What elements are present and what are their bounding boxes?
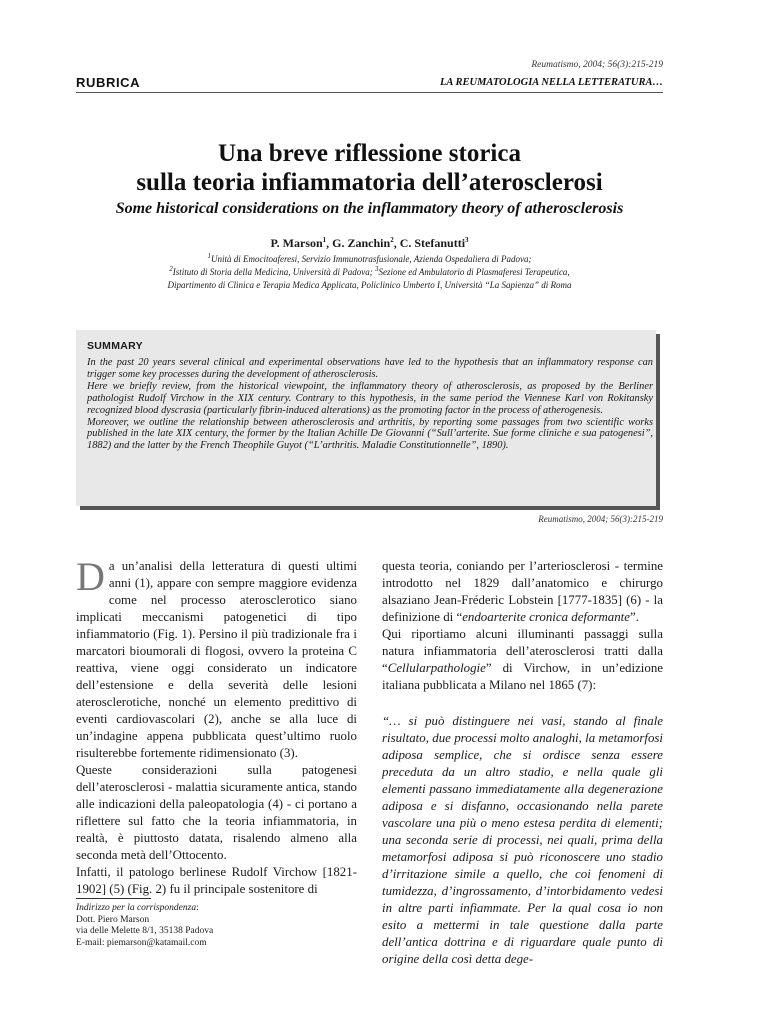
header-divider bbox=[76, 92, 663, 93]
author-1: P. Marson bbox=[270, 236, 323, 250]
title-line-1: Una breve riflessione storica bbox=[218, 140, 521, 167]
title-line-2: sulla teoria infiammatoria dell’aterosclerosi bbox=[136, 169, 603, 196]
english-title: Some historical considerations on the inflammatory theory of atherosclerosis bbox=[115, 200, 624, 217]
aff-sup-1: 1 bbox=[207, 252, 212, 260]
summary-paragraph-1: In the past 20 years several clinical and experimental observations have led to the hypothesis that an inflammatory response can trigger some key processes during the development of atherosclerosis. bbox=[87, 357, 653, 380]
p4-text-a: questa teoria, coniando per l’arteriosclerosi - termine introdotto nel 1829 dall’anatomico e chirurgo alsaziano Jean-Fréderic Lobstein [1777-1835] (6) - la definizione di “ bbox=[382, 559, 663, 624]
body-column-right bbox=[382, 558, 663, 968]
summary-paragraph-2: Here we briefly review, from the historical viewpoint, the inflammatory theory of atherosclerosis, as proposed by the Berliner pathologist Rudolf Virchow in the XIX century. Contrary to this hypothesis, in the same period the Viennese Karl von Rokitansky recognized blood dyscrasia (particularly fibrin-induced alterations) as the promoting factor in the process of atherogenesis. bbox=[87, 380, 653, 416]
author-sep: , bbox=[393, 236, 400, 250]
body-paragraph-4 bbox=[382, 558, 663, 626]
body-paragraph-1 bbox=[76, 554, 357, 762]
aff-sup-3: 3 bbox=[375, 265, 379, 273]
aff-sup-2: 2 bbox=[169, 265, 173, 273]
body-column-left bbox=[76, 554, 357, 898]
affiliation-line-1 bbox=[76, 253, 663, 265]
journal-citation-bottom: Reumatismo, 2004; 56(3):215-219 bbox=[538, 514, 663, 524]
aff-text-1: Unità di Emocitoaferesi, Servizio Immunotrasfusionale, Azienda Ospedaliera di Padova; bbox=[211, 254, 532, 264]
footnote-name: Dott. Piero Marson bbox=[76, 914, 150, 925]
author-3-sup: 3 bbox=[465, 236, 469, 244]
affiliation-line-3: Dipartimento di Clinica e Terapia Medica Applicata, Policlinico Umberto I, Università “La Sapienza” di Roma bbox=[167, 280, 572, 290]
author-3: C. Stefanutti bbox=[399, 236, 466, 250]
footnote-email: E-mail: piemarson@katamail.com bbox=[76, 937, 207, 948]
p4-text-b: ”. bbox=[629, 610, 639, 624]
aff-text-2b: Sezione ed Ambulatorio di Plasmaferesi Terapeutica, bbox=[378, 267, 570, 277]
body-paragraph-5 bbox=[382, 626, 663, 694]
summary-heading: SUMMARY bbox=[87, 340, 143, 352]
footnote-address: via delle Melette 8/1, 35138 Padova bbox=[76, 926, 214, 936]
summary-paragraph-3: Moreover, we outline the relationship between atherosclerosis and arthritis, by reporting some passages from two scientific works published in the late XIX century, the former by the Italian Achille De Giovanni (“Sull’arterite. Sue forme cliniche e sua patogenesi”, 1882) and the latter by the French Theophile Guyot (“L’arthritis. Maladie Constitutionnelle”, 1890). bbox=[87, 416, 653, 452]
footnote-label: Indirizzo per la corrispondenza bbox=[76, 903, 197, 913]
body-paragraph-1-text: a un’analisi della letteratura di questi ultimi anni (1), appare con sempre maggiore evidenza come nel processo aterosclerotico siano implicati meccanismi patogenetici di tipo infiammatorio (Fig. 1). Persino il più tradizionale fra i marcatori bioumorali di flogosi, ovvero la proteina C reattiva, viene oggi considerato un indicatore dell’estensione e della severità delle lesioni aterosclerotiche, nonché un elemento predittivo di eventi cardiovascolari (2), anche se alla luce di un’indagine appena pubblicata quest’ultimo ruolo risulterebbe fortemente ridimensionato (3). bbox=[76, 559, 357, 760]
author-2: G. Zanchin bbox=[332, 236, 391, 250]
author-sep: , bbox=[326, 236, 333, 250]
section-name: LA REUMATOLOGIA NELLA LETTERATURA… bbox=[440, 77, 663, 88]
footnote-label-line bbox=[76, 903, 213, 915]
footnote-colon: : bbox=[196, 903, 199, 913]
aff-text-2a: Istituto di Storia della Medicina, Università di Padova; bbox=[172, 267, 373, 277]
body-paragraph-3: Infatti, il patologo berlinese Rudolf Virchow [1821-1902] (5) (Fig. 2) fu il principale sostenitore di bbox=[76, 865, 357, 896]
rubric-label: RUBRICA bbox=[76, 75, 141, 90]
drop-cap: D bbox=[76, 554, 105, 599]
affiliation-line-2 bbox=[76, 266, 663, 278]
virchow-quote: “… si può distinguere nei vasi, stando al finale risultato, due processi molto analoghi, la metamorfosi adiposa semplice, che si ordisce senza essere preceduta da un altro stadio, e nella quale gli elementi passano immediatamente alla degenerazione adiposa e si disfanno, occasionando nella parete vascolare una più o meno estesa perdita di elementi; una seconda serie di processi, nei quali, prima della metamorfosi adiposa si può riconoscere uno stadio d’irritazione simile a quello, che coi fenomeni di tumidezza, d’ingrossamento, d’intorbidamento vedesi in altre parti infiammate. Per la qual cosa io non esito a mettermi in tale questione dalla parte dell’antica dottrina e di riguardare quale punto di origine della così detta dege- bbox=[382, 714, 663, 966]
author-1-sup: 1 bbox=[322, 236, 327, 244]
summary-text bbox=[87, 357, 653, 452]
body-paragraph-2: Queste considerazioni sulla patogenesi dell’aterosclerosi - malattia sicuramente antica, stando alle indicazioni della paleopatologia (4) - ci portano a riflettere sul fatto che la teoria infiammatoria, in realtà, è piuttosto datata, risalendo almeno alla seconda metà dell’Ottocento. bbox=[76, 763, 357, 862]
author-list bbox=[76, 236, 663, 251]
journal-citation-top: Reumatismo, 2004; 56(3):215-219 bbox=[531, 60, 663, 70]
p5-emphasis: Cellularpathologie bbox=[387, 661, 486, 675]
footnote-divider bbox=[76, 898, 151, 899]
correspondence-footnote bbox=[76, 903, 213, 949]
p5-text-a: Qui riportiamo alcuni illuminanti passaggi sulla natura infiammatoria dell’aterosclerosi tratti dalla “ bbox=[382, 627, 663, 675]
p4-emphasis: endoarterite cronica deformante bbox=[462, 610, 630, 624]
p5-text-b: ” di Virchow, in un’edizione italiana pubblicata a Milano nel 1865 (7): bbox=[382, 661, 663, 692]
author-2-sup: 2 bbox=[390, 236, 394, 244]
